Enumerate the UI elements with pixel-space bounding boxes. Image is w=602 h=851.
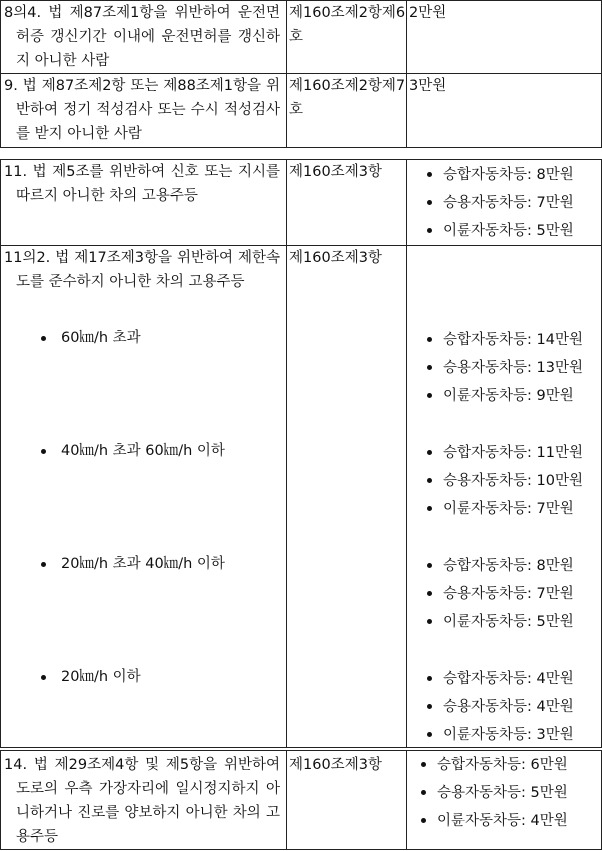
law-article: 제160조제2항제6호	[287, 1, 407, 74]
table-row	[1, 74, 602, 148]
fine-list	[407, 161, 601, 245]
fine-table-part-2	[0, 159, 602, 748]
fine-table-part-1	[0, 0, 602, 148]
fine-list	[407, 439, 583, 523]
fine-list-cell	[407, 751, 602, 850]
list-item: 이륜자동차등: 5만원	[425, 217, 601, 245]
violation-description: 11. 법 제5조를 위반하여 신호 또는 지시를 따르지 아니한 차의 고용주등	[1, 160, 287, 246]
fine-amount: 3만원	[407, 74, 602, 148]
list-item: 승합자동차등: 8만원	[425, 552, 574, 580]
fine-list	[407, 326, 583, 410]
fine-table-part-3	[0, 750, 602, 850]
table-row	[1, 160, 602, 246]
law-article: 제160조제3항	[287, 751, 407, 850]
speed-tier-label: 20㎞/h 이하	[61, 665, 141, 689]
fine-list-cell	[407, 160, 602, 246]
list-item: 승합자동차등: 14만원	[425, 326, 583, 354]
law-article: 제160조제3항	[287, 160, 407, 246]
fine-amount: 2만원	[407, 1, 602, 74]
law-article: 제160조제3항	[287, 246, 407, 748]
list-item: 승용자동차등: 13만원	[425, 354, 583, 382]
violation-description: 9. 법 제87조제2항 또는 제88조제1항을 위반하여 정기 적성검사 또는 수시 적성검사를 받지 아니한 사람	[1, 74, 287, 148]
speed-tier-label: 40㎞/h 초과 60㎞/h 이하	[61, 439, 225, 463]
list-item: 이륜자동차등: 3만원	[425, 721, 574, 749]
fine-list	[407, 751, 601, 835]
speed-tier-label: 60㎞/h 초과	[61, 326, 141, 350]
violation-description: 8의4. 법 제87조제1항을 위반하여 운전면허증 갱신기간 이내에 운전면허를 갱신하지 아니한 사람	[1, 1, 287, 74]
violation-cell	[1, 246, 287, 748]
table-row	[1, 1, 602, 74]
speed-tier-label: 20㎞/h 초과 40㎞/h 이하	[61, 552, 225, 576]
list-item: 이륜자동차등: 5만원	[425, 608, 574, 636]
list-item: 승합자동차등: 4만원	[425, 665, 574, 693]
list-item: 승합자동차등: 6만원	[419, 751, 601, 779]
list-item: 승용자동차등: 4만원	[425, 693, 574, 721]
violation-description: 11의2. 법 제17조제3항을 위반하여 제한속도를 준수하지 아니한 차의 고용주등	[4, 250, 280, 290]
list-item: 승합자동차등: 11만원	[425, 439, 583, 467]
table-row	[1, 246, 602, 748]
list-item: 이륜자동차등: 4만원	[419, 807, 601, 835]
list-item: 이륜자동차등: 7만원	[425, 495, 583, 523]
fine-list	[407, 665, 574, 749]
violation-description: 14. 법 제29조제4항 및 제5항을 위반하여 도로의 우측 가장자리에 일시정지하지 아니하거나 진로를 양보하지 아니한 차의 고용주등	[1, 751, 287, 850]
table-row	[1, 751, 602, 850]
list-item: 승용자동차등: 10만원	[425, 467, 583, 495]
fine-list-cell	[407, 246, 602, 748]
law-article: 제160조제2항제7호	[287, 74, 407, 148]
list-item: 이륜자동차등: 9만원	[425, 382, 583, 410]
fine-list	[407, 552, 574, 636]
list-item: 승용자동차등: 7만원	[425, 580, 574, 608]
list-item: 승용자동차등: 5만원	[419, 779, 601, 807]
list-item: 승합자동차등: 8만원	[425, 161, 601, 189]
list-item: 승용자동차등: 7만원	[425, 189, 601, 217]
